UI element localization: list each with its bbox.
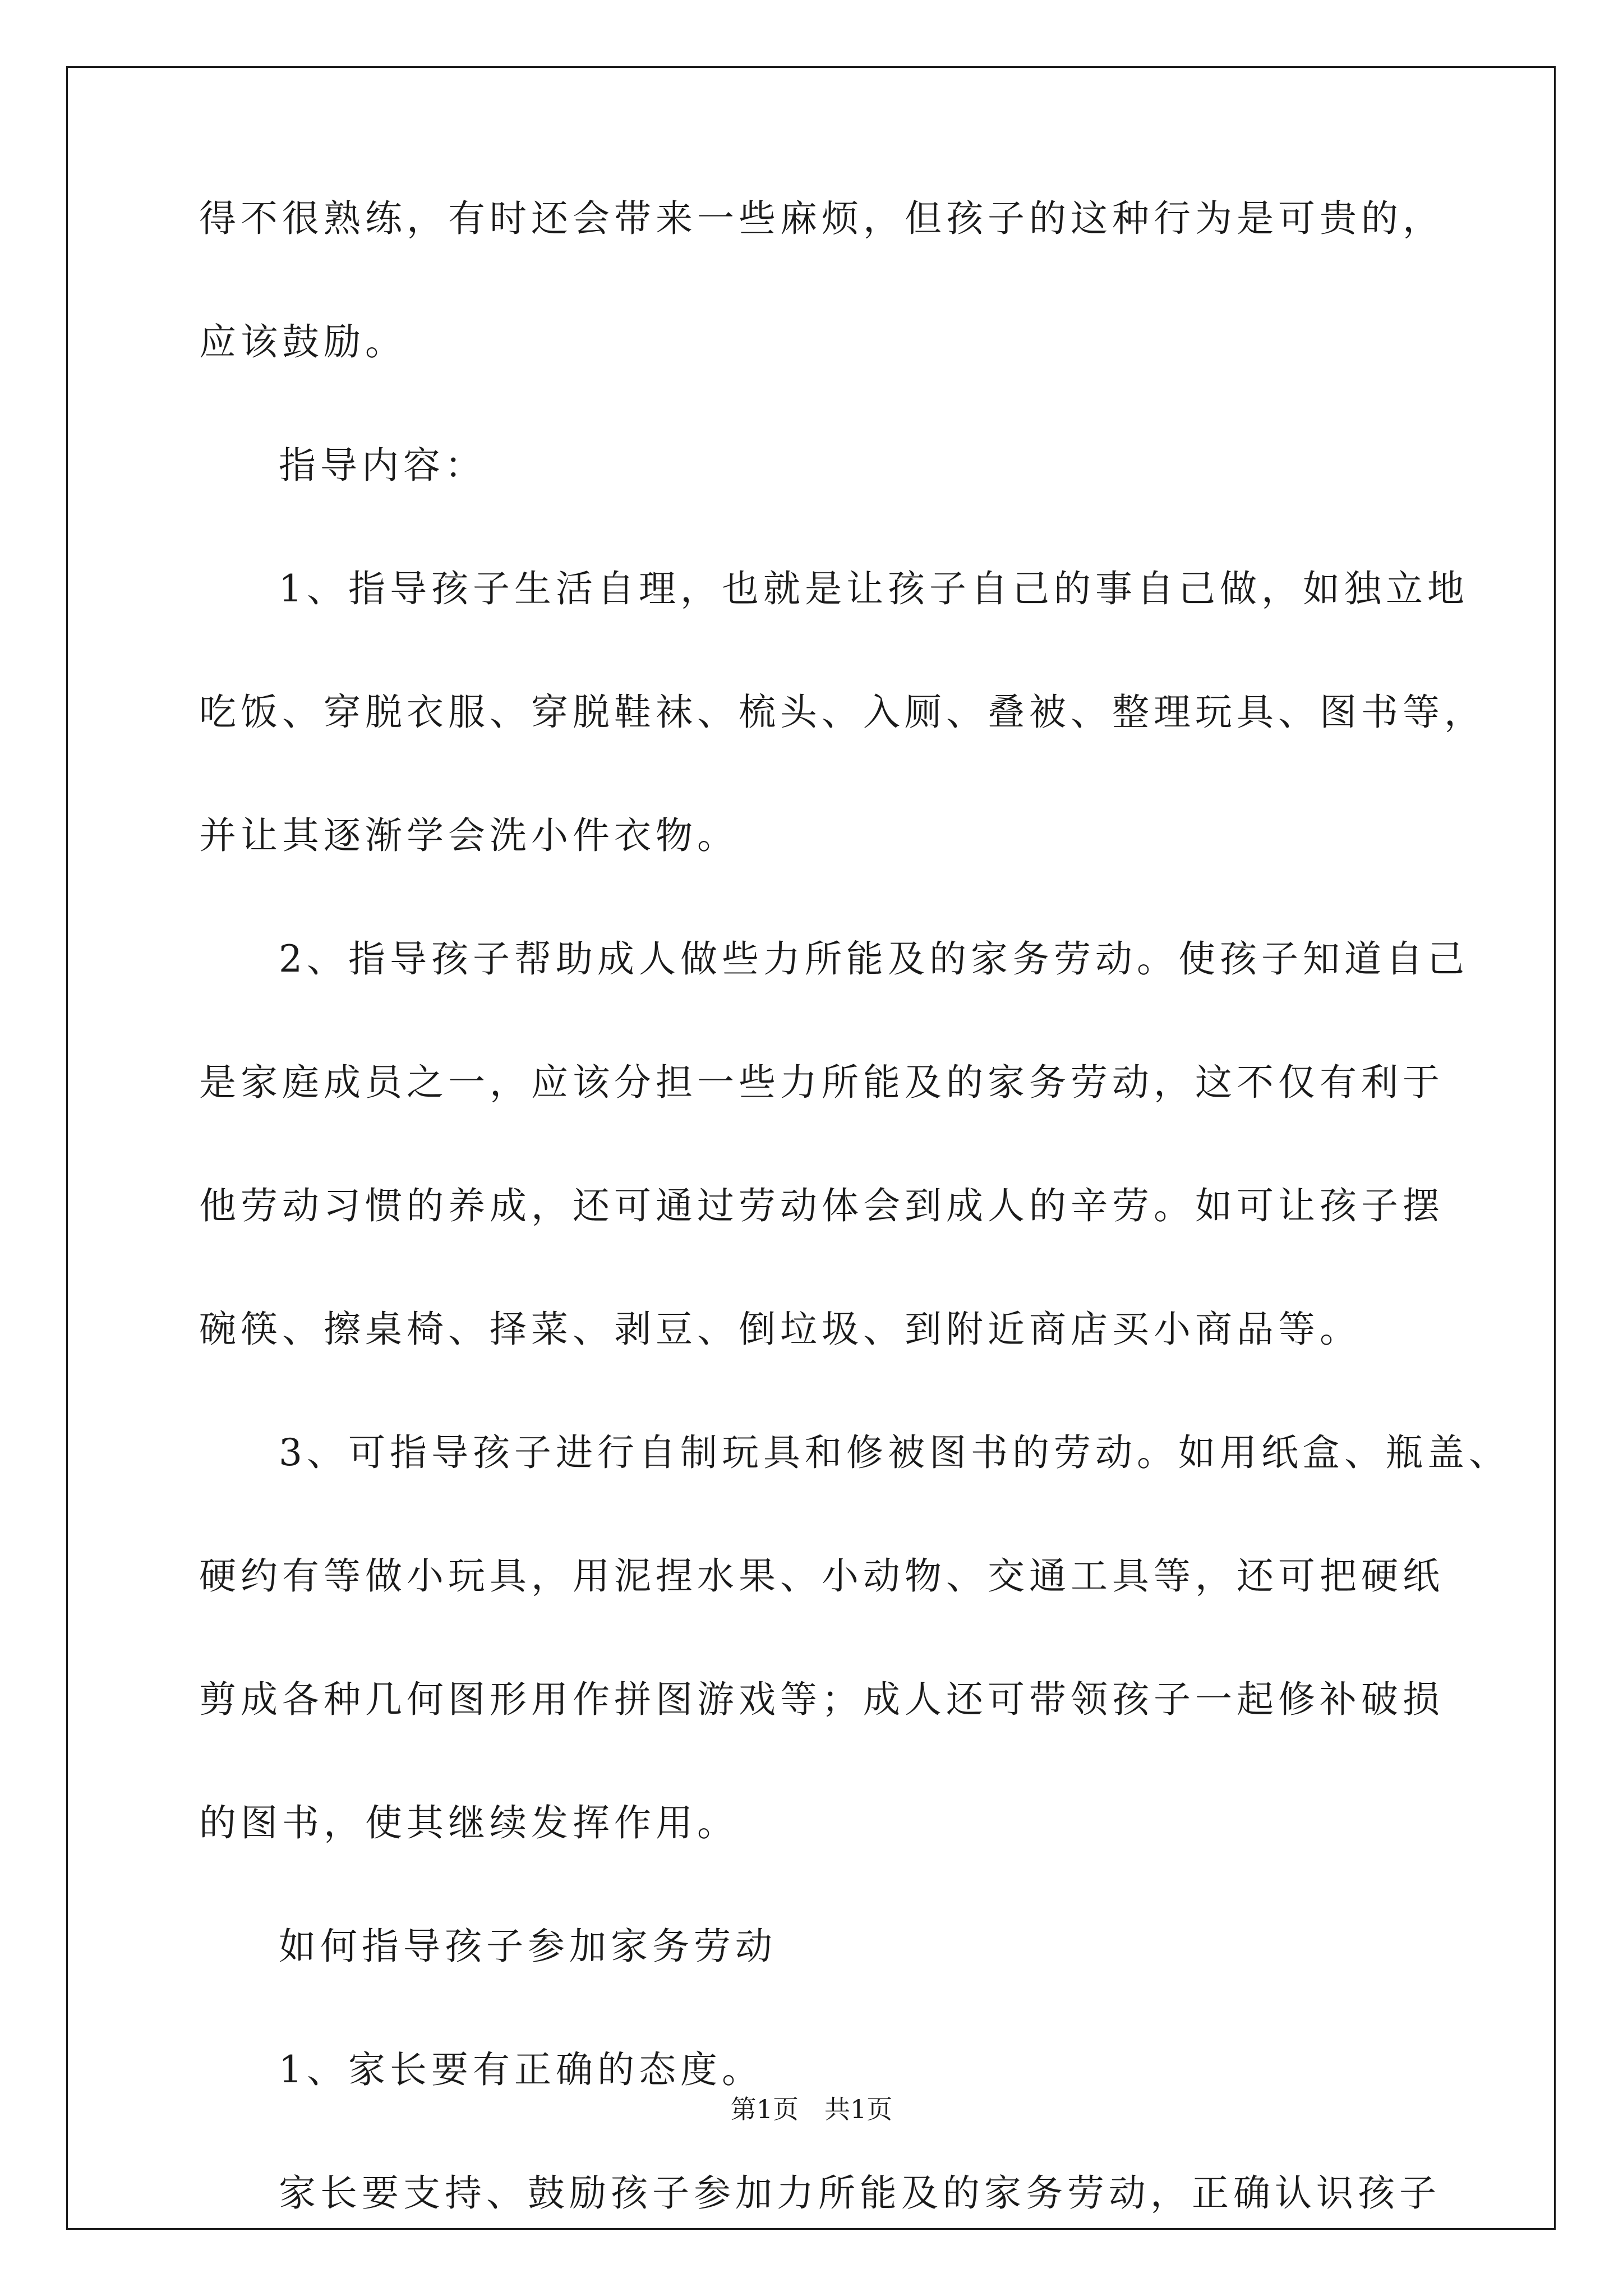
text-line: 碗筷、擦桌椅、择菜、剥豆、倒垃圾、到附近商店买小商品等。 — [199, 1308, 1361, 1351]
text-line: 1、指导孩子生活自理，也就是让孩子自己的事自己做，如独立地 — [279, 567, 1469, 610]
page-border — [66, 66, 1556, 2230]
text-line: 吃饭、穿脱衣服、穿脱鞋袜、梳头、入厕、叠被、整理玩具、图书等， — [199, 691, 1486, 734]
text-line: 的图书，使其继续发挥作用。 — [199, 1801, 739, 1844]
text-line: 家长要支持、鼓励孩子参加力所能及的家务劳动，正确认识孩子 — [279, 2171, 1441, 2215]
text-line: 得不很熟练，有时还会带来一些麻烦，但孩子的这种行为是可贵的， — [199, 197, 1444, 240]
text-line: 3、可指导孩子进行自制玩具和修被图书的劳动。如用纸盒、瓶盖、 — [279, 1431, 1510, 1474]
text-line: 是家庭成员之一，应该分担一些力所能及的家务劳动，这不仅有利于 — [199, 1061, 1444, 1104]
text-line: 2、指导孩子帮助成人做些力所能及的家务劳动。使孩子知道自己 — [279, 937, 1469, 981]
text-line: 硬约有等做小玩具，用泥捏水果、小动物、交通工具等，还可把硬纸 — [199, 1554, 1444, 1598]
section-heading: 如何指导孩子参加家务劳动 — [279, 1925, 777, 1968]
section-heading: 指导内容： — [279, 444, 486, 487]
subheading: 1、家长要有正确的态度。 — [279, 2048, 763, 2091]
text-line: 应该鼓励。 — [199, 320, 407, 364]
page-number-footer: 第1页 共1页 — [730, 2094, 893, 2124]
text-line: 剪成各种几何图形用作拼图游戏等；成人还可带领孩子一起修补破损 — [199, 1678, 1444, 1721]
text-line: 他劳动习惯的养成，还可通过劳动体会到成人的辛劳。如可让孩子摆 — [199, 1184, 1444, 1227]
text-line: 并让其逐渐学会洗小件衣物。 — [199, 814, 739, 857]
